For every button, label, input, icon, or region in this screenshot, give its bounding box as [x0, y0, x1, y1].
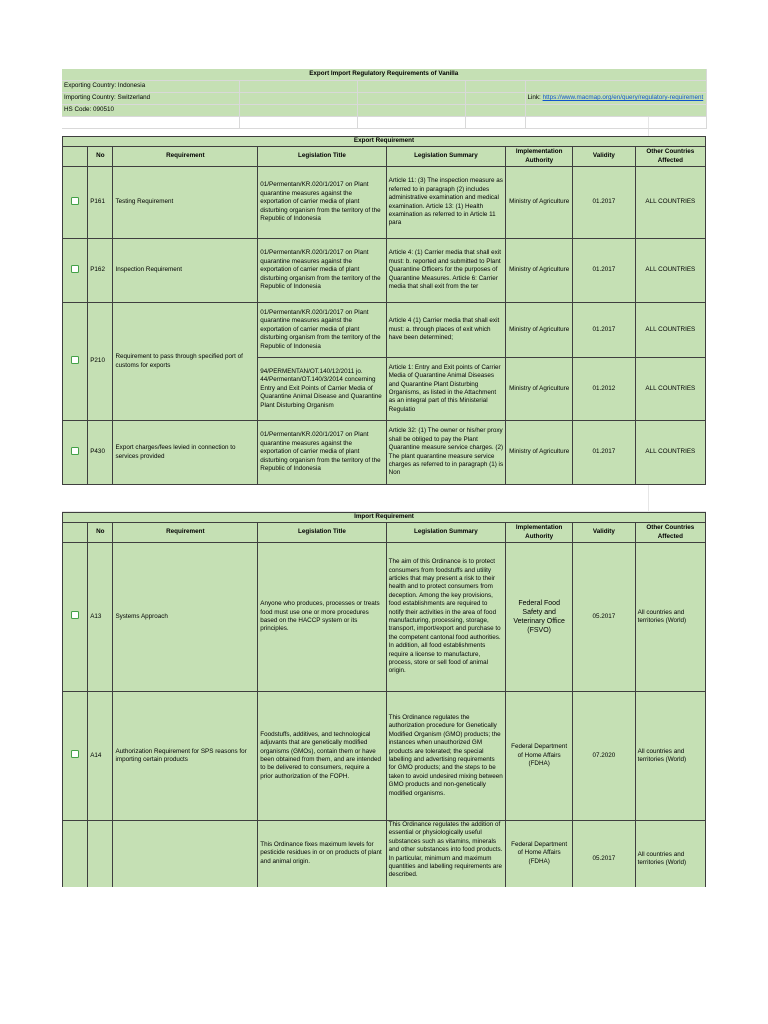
row-requirement: Requirement to pass through specified port of customs for exports — [113, 303, 258, 421]
spreadsheet — [62, 69, 706, 941]
export-section-title: Export Requirement — [63, 137, 706, 147]
row-affected: All countries and territories (World) — [635, 821, 705, 941]
row-legislation-summary: Article 11: (3) The inspection measure as referred to in paragraph (2) includes administrative examination and medical examination. Article 13: (1) Health examination as referred to in Article 11 para — [386, 167, 506, 239]
row-checkbox[interactable] — [71, 447, 79, 455]
col-legislation-summary: Legislation Summary — [386, 523, 506, 543]
col-affected: Other Countries Affected — [635, 147, 705, 167]
info-block — [62, 69, 707, 129]
row-legislation-summary: The aim of this Ordinance is to protect consumers from foodstuffs and utility articles that may present a risk to their health and to protect consumers from deception. Among the key provisions, food establishments are required to notify their activities in the area of food manufacturing, processing, storage, transport, import/export and purchase to the competent cantonal food authorities. In addition, all food establishments require a license to manufacture, process, store or sell food of animal origin. — [386, 543, 506, 692]
row-authority: Federal Food Safety and Veterinary Office (FSVO) — [506, 543, 573, 692]
row-requirement: Testing Requirement — [113, 167, 258, 239]
importing-country: Importing Country: Switzerland — [62, 93, 239, 105]
row-validity: 01.2012 — [573, 358, 636, 421]
import-table — [62, 512, 706, 941]
row-affected: ALL COUNTRIES — [635, 167, 705, 239]
row-authority: Ministry of Agriculture — [506, 239, 573, 303]
row-legislation-summary: Article 4 (1) Carrier media that shall exit must: a. through places of exit which have been determined; — [386, 303, 506, 358]
row-legislation-summary: This Ordinance regulates the addition of essential or physiologically useful substances such as vitamins, minerals and other substances into food products. In particular, minimum and maximum quantities and labelling requirements are described. — [386, 821, 506, 941]
row-legislation-title: 94/PERMENTAN/OT.140/12/2011 jo. 44/Permentan/OT.140/3/2014 concerning Entry and Exit Points of Carrier Media of Quarantine Animal Disease and Quarantine Plant Disturbing Organism — [258, 358, 386, 421]
row-validity: 05.2017 — [573, 821, 636, 941]
macmap-link[interactable]: https://www.macmap.org/en/query/regulatory-requirement — [542, 94, 704, 102]
row-requirement: Export charges/fees levied in connection to services provided — [113, 421, 258, 485]
col-authority: Implementation Authority — [506, 147, 573, 167]
row-authority: Ministry of Agriculture — [506, 167, 573, 239]
row-validity: 01.2017 — [573, 167, 636, 239]
row-legislation-title: 01/Permentan/KR.020/1/2017 on Plant quarantine measures against the exportation of carrier media of plant disturbing organism from the territory of the Republic of Indonesia — [258, 303, 386, 358]
table-row — [63, 167, 706, 239]
row-legislation-title: Foodstuffs, additives, and technological adjuvants that are genetically modified organisms (GMOs), contain them or have been obtained from them, and are intended to be delivered to consumers, require a prior authorization of the FOPH. — [258, 692, 386, 821]
row-validity: 05.2017 — [573, 543, 636, 692]
table-row — [63, 421, 706, 485]
row-authority: Ministry of Agriculture — [506, 421, 573, 485]
row-legislation-summary: Article 4: (1) Carrier media that shall exit must: b. reported and submitted to Plant Quarantine Officers for the purposes of Quarantine Measures. Article 6: Carrier media that shall exit from the ter — [386, 239, 506, 303]
col-requirement: Requirement — [113, 523, 258, 543]
row-legislation-title: This Ordinance fixes maximum levels for pesticide residues in or on products of plant and animal origin. — [258, 821, 386, 941]
row-checkbox[interactable] — [71, 750, 79, 758]
col-no: No — [88, 523, 113, 543]
row-affected: ALL COUNTRIES — [635, 303, 705, 358]
row-requirement: Authorization Requirement for SPS reasons for importing certain products — [113, 692, 258, 821]
row-legislation-title: 01/Permentan/KR.020/1/2017 on Plant quarantine measures against the exportation of carrier media of plant disturbing organism from the territory of the Republic of Indonesia — [258, 421, 386, 485]
row-legislation-title: Anyone who produces, processes or treats food must use one or more procedures based on the HACCP system or its principles. — [258, 543, 386, 692]
import-section-title: Import Requirement — [63, 513, 706, 523]
row-checkbox[interactable] — [71, 265, 79, 273]
row-affected: ALL COUNTRIES — [635, 239, 705, 303]
page-cutoff — [62, 887, 710, 1024]
table-row — [63, 303, 706, 358]
table-row — [63, 692, 706, 821]
row-requirement: Systems Approach — [113, 543, 258, 692]
row-checkbox[interactable] — [71, 356, 79, 364]
row-affected: All countries and territories (World) — [635, 543, 705, 692]
row-validity: 01.2017 — [573, 239, 636, 303]
row-affected: ALL COUNTRIES — [635, 421, 705, 485]
row-no: A13 — [88, 543, 113, 692]
col-authority: Implementation Authority — [506, 523, 573, 543]
table-row — [63, 239, 706, 303]
row-legislation-summary: Article 32: (1) The owner or his/her proxy shall be obliged to pay the Plant Quarantine measure service charges. (2) The plant quarantine measure service charges as referred to in paragraph (1) is Non — [386, 421, 506, 485]
col-validity: Validity — [573, 147, 636, 167]
row-validity: 01.2017 — [573, 303, 636, 358]
col-no: No — [88, 147, 113, 167]
col-affected: Other Countries Affected — [635, 523, 705, 543]
row-requirement: Inspection Requirement — [113, 239, 258, 303]
link-cell — [525, 93, 706, 105]
col-legislation-title: Legislation Title — [258, 523, 386, 543]
row-validity: 01.2017 — [573, 421, 636, 485]
row-authority: Federal Department of Home Affairs (FDHA) — [506, 821, 573, 941]
row-legislation-summary: This Ordinance regulates the authorization procedure for Genetically Modified Organism (GMO) products; the instances when unauthorized GM products are tolerated; the special labelling and advertising requirements for GMO products; and the steps to be taken to avoid undesired mixing between GMO products and non-genetically modified organisms. — [386, 692, 506, 821]
row-checkbox[interactable] — [71, 611, 79, 619]
row-no: P210 — [88, 303, 113, 421]
row-authority: Ministry of Agriculture — [506, 303, 573, 358]
link-label: Link: — [527, 94, 541, 102]
row-no: P161 — [88, 167, 113, 239]
col-requirement: Requirement — [113, 147, 258, 167]
col-validity: Validity — [573, 523, 636, 543]
row-authority: Ministry of Agriculture — [506, 358, 573, 421]
row-no: P162 — [88, 239, 113, 303]
table-row — [63, 543, 706, 692]
row-affected: ALL COUNTRIES — [635, 358, 705, 421]
row-checkbox[interactable] — [71, 197, 79, 205]
row-validity: 07.2020 — [573, 692, 636, 821]
page-title: Export Import Regulatory Requirements of Vanilla — [62, 69, 706, 81]
export-table — [62, 136, 706, 485]
row-legislation-title: 01/Permentan/KR.020/1/2017 on Plant quarantine measures against the exportation of carrier media of plant disturbing organism from the territory of the Republic of Indonesia — [258, 239, 386, 303]
row-no: A14 — [88, 692, 113, 821]
hs-code: HS Code: 090510 — [62, 105, 239, 117]
col-legislation-title: Legislation Title — [258, 147, 386, 167]
row-no: P430 — [88, 421, 113, 485]
row-legislation-summary: Article 1: Entry and Exit points of Carrier Media of Quarantine Animal Diseases and Quarantine Plant Disturbing Organisms, as listed in the Attachment as an integral part of this Ministerial Regulatio — [386, 358, 506, 421]
row-affected: All countries and territories (World) — [635, 692, 705, 821]
row-authority: Federal Department of Home Affairs (FDHA) — [506, 692, 573, 821]
row-legislation-title: 01/Permentan/KR.020/1/2017 on Plant quarantine measures against the exportation of carrier media of plant disturbing organism from the territory of the Republic of Indonesia — [258, 167, 386, 239]
col-legislation-summary: Legislation Summary — [386, 147, 506, 167]
exporting-country: Exporting Country: Indonesia — [62, 81, 239, 93]
